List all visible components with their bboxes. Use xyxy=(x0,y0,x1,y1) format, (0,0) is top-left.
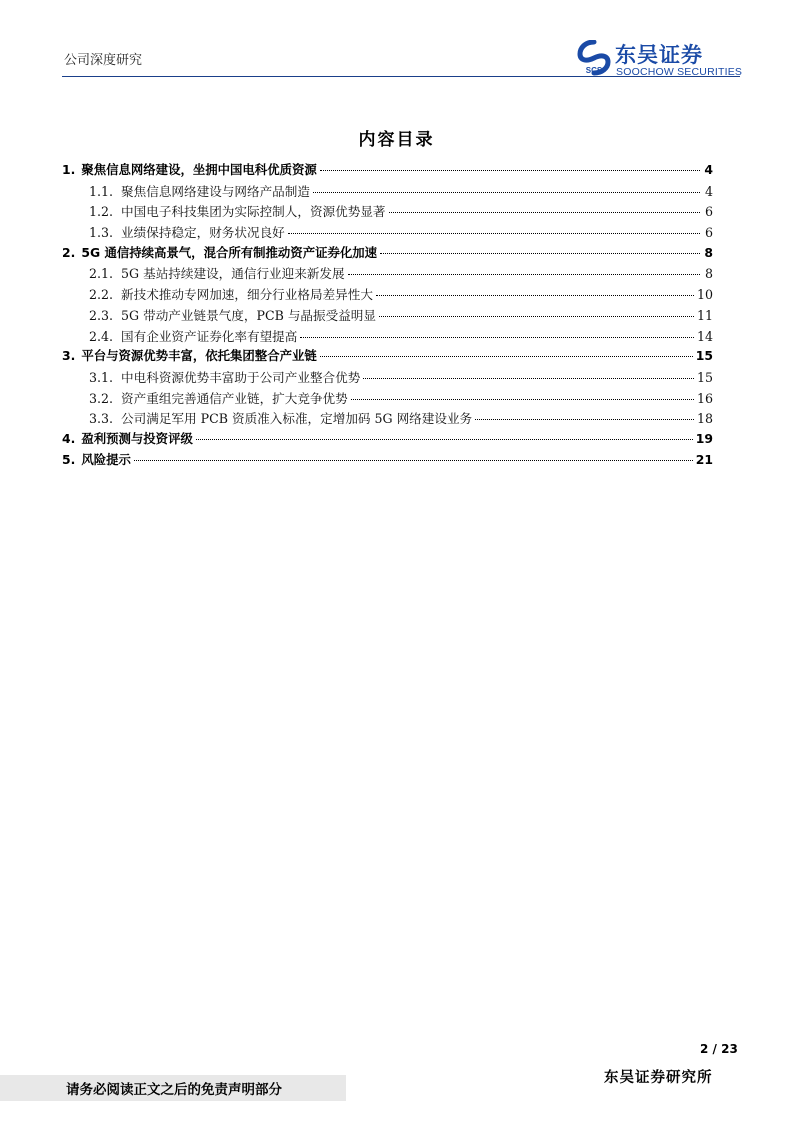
toc-section-link[interactable] xyxy=(62,326,713,347)
toc-dot-leader xyxy=(134,460,693,461)
toc-entry-title: 聚焦信息网络建设与网络产品制造 xyxy=(121,183,310,199)
toc-page-number: 19 xyxy=(695,430,713,446)
logo-mark-icon xyxy=(576,40,612,76)
toc-section-link[interactable] xyxy=(62,367,713,388)
toc-dot-leader xyxy=(389,212,700,213)
toc-section-link[interactable] xyxy=(62,263,713,284)
toc-dot-leader xyxy=(351,399,694,400)
toc-section-link[interactable] xyxy=(62,305,713,326)
toc-entry-number: 2.2. xyxy=(89,287,114,303)
toc-entry-number: 1.3. xyxy=(89,225,114,241)
toc-entry-title: 风险提示 xyxy=(81,451,131,467)
toc-page-number: 6 xyxy=(704,204,713,220)
toc-entry-title: 业绩保持稳定，财务状况良好 xyxy=(121,225,285,241)
toc-dot-leader xyxy=(475,419,694,420)
toc-chapter-link[interactable] xyxy=(62,160,713,181)
toc-dot-leader xyxy=(320,356,693,357)
toc-page-number: 18 xyxy=(696,411,713,427)
toc-page-number: 4 xyxy=(704,183,713,199)
toc-entry-title: 中国电子科技集团为实际控制人，资源优势显著 xyxy=(121,204,386,220)
toc-entry-number: 2.4. xyxy=(89,328,114,344)
toc-section-link[interactable] xyxy=(62,408,713,429)
toc-entry-title: 5G 通信持续高景气，混合所有制推动资产证券化加速 xyxy=(81,244,378,260)
toc-chapter-link[interactable] xyxy=(62,346,713,367)
header-divider xyxy=(62,76,740,77)
toc-entry-number: 1.1. xyxy=(89,183,114,199)
toc-entry-number: 3. xyxy=(62,348,76,364)
toc-entry-number: 1.2. xyxy=(89,204,114,220)
toc-page-number: 15 xyxy=(695,348,713,364)
toc-entry-title: 新技术推动专网加速，细分行业格局差异性大 xyxy=(121,287,373,303)
toc-page-number: 4 xyxy=(704,162,713,177)
logo-mark-text: SCS xyxy=(585,66,603,75)
toc-page-number: 6 xyxy=(704,225,713,241)
toc-entry-title: 资产重组完善通信产业链，扩大竞争优势 xyxy=(121,390,348,406)
toc-page-number: 8 xyxy=(704,266,713,282)
report-type-label: 公司深度研究 xyxy=(64,53,143,68)
toc-dot-leader xyxy=(376,295,694,296)
toc-entry-title: 5G 带动产业链景气度，PCB 与晶振受益明显 xyxy=(121,307,376,323)
toc-entry-number: 2. xyxy=(62,244,76,260)
toc-entry-number: 3.1. xyxy=(89,369,114,385)
toc-section-link[interactable] xyxy=(62,388,713,409)
toc-dot-leader xyxy=(363,378,694,379)
toc-entry-number: 5. xyxy=(62,451,76,467)
toc-entry-number: 2.1. xyxy=(89,266,114,282)
toc-chapter-link[interactable] xyxy=(62,243,713,264)
toc-entry-number: 2.3. xyxy=(89,307,114,323)
page-number: 2 / 23 xyxy=(700,1042,738,1056)
logo-chinese-name: 东吴证券 xyxy=(615,43,703,67)
toc-entry-title: 公司满足军用 PCB 资质准入标准，定增加码 5G 网络建设业务 xyxy=(121,411,473,427)
toc-chapter-link[interactable] xyxy=(62,429,713,450)
toc-section-link[interactable] xyxy=(62,201,713,222)
toc-dot-leader xyxy=(380,253,700,254)
company-logo xyxy=(576,40,746,76)
toc-section-link[interactable] xyxy=(62,181,713,202)
toc-section-link[interactable] xyxy=(62,222,713,243)
table-of-contents xyxy=(62,160,713,470)
footer-disclaimer: 请务必阅读正文之后的免责声明部分 xyxy=(66,1082,282,1098)
toc-title: 内容目录 xyxy=(358,130,435,150)
toc-page-number: 14 xyxy=(696,328,713,344)
toc-page-number: 8 xyxy=(704,244,713,260)
toc-entry-title: 国有企业资产证券化率有望提高 xyxy=(121,328,298,344)
toc-dot-leader xyxy=(300,337,694,338)
toc-entry-number: 3.3. xyxy=(89,411,114,427)
toc-dot-leader xyxy=(288,233,700,234)
toc-chapter-link[interactable] xyxy=(62,450,713,471)
toc-entry-number: 3.2. xyxy=(89,390,114,406)
toc-dot-leader xyxy=(348,274,700,275)
toc-page-number: 21 xyxy=(695,451,713,467)
toc-entry-title: 5G 基站持续建设，通信行业迎来新发展 xyxy=(121,266,345,282)
toc-entry-title: 聚焦信息网络建设，坐拥中国电科优质资源 xyxy=(81,162,317,177)
toc-page-number: 16 xyxy=(696,390,713,406)
toc-entry-number: 4. xyxy=(62,430,76,446)
logo-english-name: SOOCHOW SECURITIES xyxy=(616,66,743,78)
toc-page-number: 10 xyxy=(696,287,713,303)
footer-organization: 东吴证券研究所 xyxy=(604,1070,713,1086)
toc-page-number: 15 xyxy=(696,369,713,385)
toc-dot-leader xyxy=(379,316,694,317)
toc-entry-number: 1. xyxy=(62,162,76,177)
toc-section-link[interactable] xyxy=(62,284,713,305)
toc-dot-leader xyxy=(320,170,700,171)
toc-entry-title: 中电科资源优势丰富助于公司产业整合优势 xyxy=(121,369,361,385)
toc-entry-title: 平台与资源优势丰富，依托集团整合产业链 xyxy=(81,348,317,364)
toc-entry-title: 盈利预测与投资评级 xyxy=(81,430,193,446)
toc-dot-leader xyxy=(196,439,693,440)
toc-dot-leader xyxy=(313,192,700,193)
toc-page-number: 11 xyxy=(696,307,713,323)
